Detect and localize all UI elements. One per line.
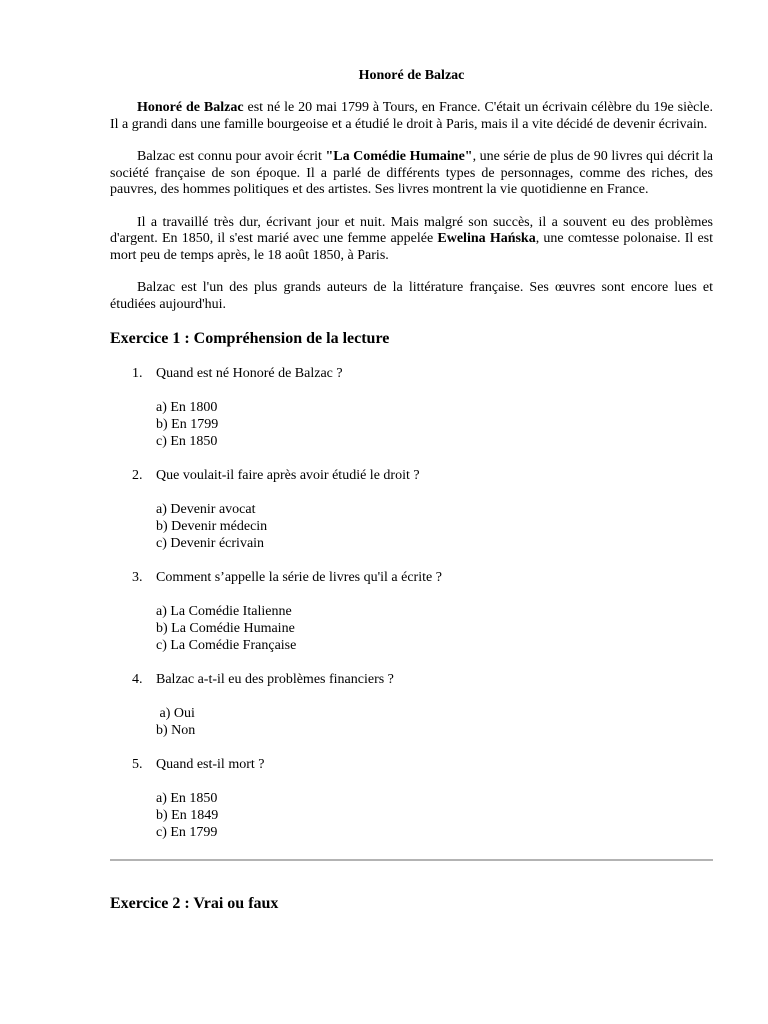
answer-option: c) La Comédie Française: [156, 638, 297, 653]
answer-option: b) En 1799: [156, 417, 219, 432]
question-item: [110, 365, 713, 450]
paragraph-3: [110, 215, 713, 265]
question-number: 5.: [132, 757, 143, 772]
question: [110, 671, 713, 688]
question-item: [110, 671, 713, 739]
question: [110, 365, 713, 382]
answer-option: a) La Comédie Italienne: [156, 604, 292, 619]
exercise-2-heading: Exercice 2 : Vrai ou faux: [110, 895, 279, 912]
paragraph-text: , une série de plus de 90 livres qui décrit la société française de son époque. Il a parlé de différents types de personnages, comme des riches, des pauvres, des hommes politiques et des artistes. Ses livres montrent la vie quotidienne en France.: [110, 149, 713, 197]
answer-option: c) En 1850: [156, 434, 218, 449]
question-text: Comment s’appelle la série de livres qu'il a écrite ?: [156, 570, 442, 585]
question-item: [110, 756, 713, 841]
question: [110, 756, 713, 773]
answer-option: a) En 1800: [156, 400, 218, 415]
paragraph-2: [110, 149, 713, 199]
question-number: 1.: [132, 366, 143, 381]
question: [110, 467, 713, 484]
paragraph-text: Il a travaillé très dur, écrivant jour et nuit. Mais malgré son succès, il a souvent eu des problèmes d'argent. En 1850, il s'est marié avec une femme appelée: [110, 214, 713, 246]
answer-options: [110, 399, 713, 450]
document-page: [110, 66, 713, 914]
question-number: 4.: [132, 672, 143, 687]
paragraph-1: [110, 100, 713, 133]
bold-name: Honoré de Balzac: [137, 100, 244, 115]
answer-options: [110, 790, 713, 841]
answer-options: [110, 501, 713, 552]
question: [110, 569, 713, 586]
paragraph-text: est né le 20 mai 1799 à Tours, en France. C'était un écrivain célèbre du 19e siècle. Il a grandi dans une famille bourgeoise et a étudié le droit à Paris, mais il a vite décidé de devenir écrivain.: [110, 100, 713, 132]
paragraph-4: Balzac est l'un des plus grands auteurs de la littérature française. Ses œuvres sont encore lues et étudiées aujourd'hui.: [110, 280, 713, 312]
horizontal-divider: [110, 859, 713, 861]
question-number: 3.: [132, 570, 143, 585]
answer-options: [110, 705, 713, 739]
question-text: Balzac a-t-il eu des problèmes financiers ?: [156, 672, 394, 687]
question-text: Quand est-il mort ?: [156, 757, 265, 772]
answer-option: a) En 1850: [156, 791, 218, 806]
document-title: Honoré de Balzac: [358, 68, 465, 83]
answer-option: b) La Comédie Humaine: [156, 621, 295, 636]
question-number: 2.: [132, 468, 143, 483]
bold-name: Ewelina Hańska: [437, 231, 536, 246]
answer-option: b) En 1849: [156, 808, 219, 823]
answer-option: a) Oui: [156, 706, 195, 721]
question-text: Que voulait-il faire après avoir étudié le droit ?: [156, 468, 420, 483]
paragraph-text: , une comtesse polonaise. Il est mort peu de temps après, le 18 août 1850, à Paris.: [110, 231, 713, 263]
answer-option: b) Non: [156, 723, 196, 738]
exercise-1-heading: Exercice 1 : Compréhension de la lecture: [110, 330, 390, 347]
answer-option: a) Devenir avocat: [156, 502, 256, 517]
answer-option: c) En 1799: [156, 825, 218, 840]
paragraph-text: Balzac est connu pour avoir écrit: [137, 149, 326, 164]
question-item: [110, 569, 713, 654]
bold-title: "La Comédie Humaine": [325, 149, 473, 164]
answer-option: b) Devenir médecin: [156, 519, 268, 534]
question-item: [110, 467, 713, 552]
question-text: Quand est né Honoré de Balzac ?: [156, 366, 343, 381]
answer-options: [110, 603, 713, 654]
answer-option: c) Devenir écrivain: [156, 536, 265, 551]
